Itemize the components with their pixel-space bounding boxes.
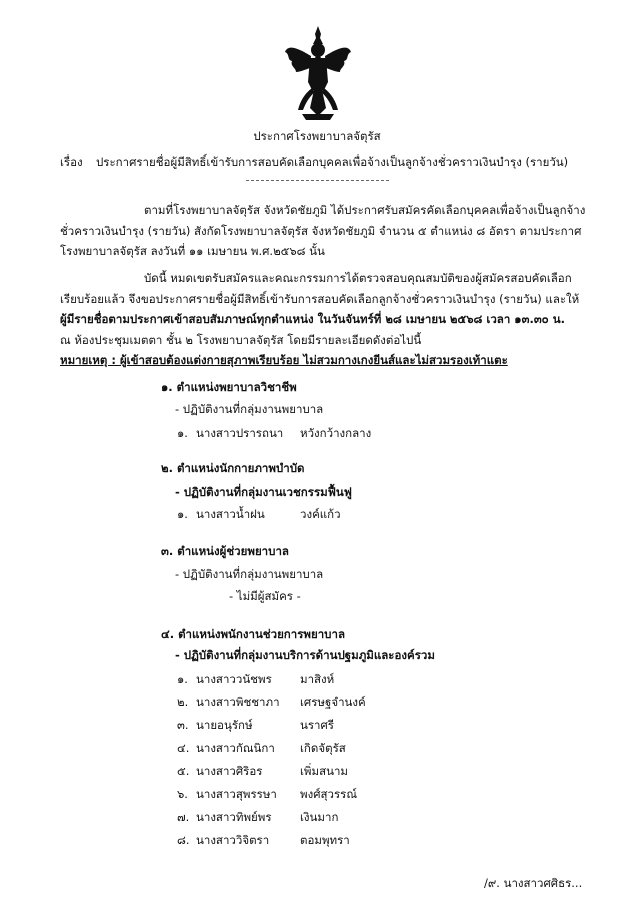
paragraph1-line1: ตามที่โรงพยาบาลจัตุรัส จังหวัดชัยภูมิ ได้ประกาศรับสมัครคัดเลือกบุคคลเพื่อจ้างเป็นลูกจ้าง [144,203,586,217]
position-4-unit: - ปฏิบัติงานที่กลุ่มงานบริการด้านปฐมภูมิและองค์รวม [175,648,435,662]
position-4-person-1-first: นางสาววนัชพร [196,672,272,686]
position-1-person-1-last: หวังกว้างกลาง [300,426,372,440]
paragraph1-line3: โรงพยาบาลจัตุรัส ลงวันที่ ๑๑ เมษายน พ.ศ.๒๕๖๘ นั้น [60,244,325,258]
position-2-title: ๒. ตำแหน่งนักกายภาพบำบัด [161,461,305,475]
paragraph2-line3: ผู้มีรายชื่อตามประกาศเข้าสอบสัมภาษณ์ทุกตำแหน่ง ในวันจันทร์ที่ ๒๘ เมษายน ๒๕๖๘ เวลา ๑๓.๓๐ น. [60,312,565,326]
position-4-person-7-no: ๗. [177,810,190,824]
separator-line [246,180,389,181]
position-1-title: ๑. ตำแหน่งพยาบาลวิชาชีพ [161,380,297,394]
subject-label: เรื่อง [60,155,83,169]
paragraph2-line1: บัดนี้ หมดเขตรับสมัครและคณะกรรมการได้ตรวจสอบคุณสมบัติของผู้สมัครสอบคัดเลือก [144,271,572,285]
position-4-person-4-no: ๔. [177,741,190,755]
position-3-title: ๓. ตำแหน่งผู้ช่วยพยาบาล [161,544,289,558]
position-1-person-1-no: ๑. [177,426,188,440]
position-2-person-1-last: วงค์แก้ว [300,507,341,521]
position-4-person-2-first: นางสาวพิชชาภา [196,695,280,709]
position-4-title: ๔. ตำแหน่งพนักงานช่วยการพยาบาล [161,627,345,641]
position-4-person-3-last: นราศรี [300,718,334,732]
position-4-person-3-no: ๓. [177,718,189,732]
position-4-person-7-first: นางสาวทิพย์พร [196,810,272,824]
remark-note: หมายเหตุ : ผู้เข้าสอบต้องแต่งกายสุภาพเรียบร้อย ไม่สวมกางเกงยีนส์และไม่สวมรองเท้าแตะ [60,353,508,367]
position-4-person-4-last: เกิดจัตุรัส [300,741,346,755]
position-1-unit: - ปฏิบัติงานที่กลุ่มงานพยาบาล [175,402,324,416]
position-4-person-6-first: นางสาวสุพรรษา [196,787,277,801]
garuda-emblem-icon [284,24,352,124]
position-4-person-8-first: นางสาววิจิตรา [196,833,270,847]
position-1-person-1-first: นางสาวปรารถนา [196,426,284,440]
position-4-person-2-no: ๒. [177,695,189,709]
paragraph2-line2: เรียบร้อยแล้ว จึงขอประกาศรายชื่อผู้มีสิทธิ์เข้ารับการสอบคัดเลือกลูกจ้างชั่วคราวเงินบำรุง (รายวัน) และให้ [60,292,580,306]
position-4-person-8-no: ๘. [177,833,190,847]
position-4-person-5-first: นางสาวศิริอร [196,764,263,778]
position-2-person-1-no: ๑. [177,507,188,521]
position-4-person-2-last: เศรษฐจำนงค์ [300,695,366,709]
position-3-unit: - ปฏิบัติงานที่กลุ่มงานพยาบาล [175,567,324,581]
position-4-person-4-first: นางสาวกัณนิกา [196,741,275,755]
position-4-person-3-first: นายอนุรักษ์ [196,718,253,732]
position-2-unit: - ปฏิบัติงานที่กลุ่มงานเวชกรรมฟื้นฟู [175,485,352,499]
position-3-no-applicants: - ไม่มีผู้สมัคร - [229,589,301,603]
position-4-person-8-last: ตอมพุทรา [300,833,350,847]
position-4-person-5-no: ๕. [177,764,190,778]
position-2-person-1-first: นางสาวน้ำฝน [196,507,265,521]
paragraph2-line4: ณ ห้องประชุมเมตตา ชั้น ๒ โรงพยาบาลจัตุรัส โดยมีรายละเอียดดังต่อไปนี้ [60,333,422,347]
paragraph1-line2: ชั่วคราวเงินบำรุง (รายวัน) สังกัดโรงพยาบาลจัตุรัส จังหวัดชัยภูมิ จำนวน ๕ ตำแหน่ง ๘ อัตรา ตามประกาศ [60,224,582,238]
subject-text: ประกาศรายชื่อผู้มีสิทธิ์เข้ารับการสอบคัดเลือกบุคคลเพื่อจ้างเป็นลูกจ้างชั่วคราวเงินบำรุง (รายวัน) [96,155,569,169]
position-4-person-5-last: เพิ่มสนาม [300,764,349,778]
position-4-person-1-no: ๑. [177,672,188,686]
position-4-person-1-last: มาสิงห์ [300,672,335,686]
position-4-person-6-last: พงศ์สุวรรณ์ [300,787,357,801]
continued-marker: /๙. นางสาวศศิธร... [484,876,583,890]
position-4-person-6-no: ๖. [177,787,188,801]
announcement-title: ประกาศโรงพยาบาลจัตุรัส [253,129,381,143]
position-4-person-7-last: เงินมาก [300,810,339,824]
